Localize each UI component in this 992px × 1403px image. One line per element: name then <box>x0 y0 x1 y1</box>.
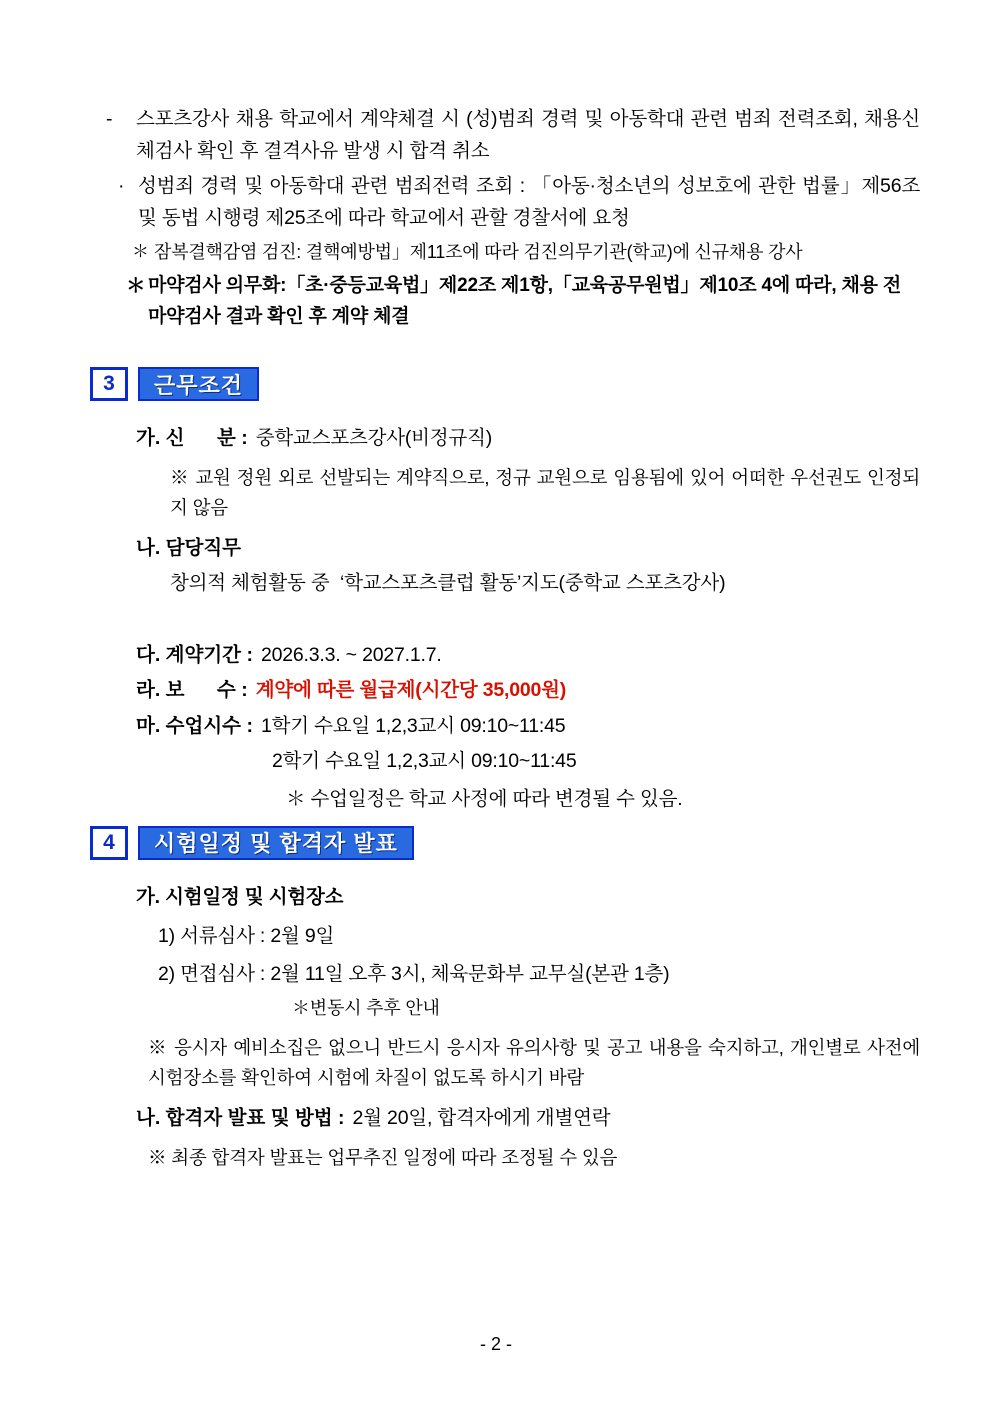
exam-schedule-item: 1) 서류심사 : 2월 9일 <box>158 925 335 948</box>
exam-schedule-note: ＊변동시 추후 안내 <box>292 998 440 1019</box>
note-text: ※ 응시자 예비소집은 없으니 반드시 응시자 유의사항 및 공고 내용을 숙지하고, 개인별로 사전에 시험장소를 확인하여 시험에 차질이 없도록 하시기 바람 <box>148 1037 920 1089</box>
section-number: 3 <box>90 367 128 401</box>
notice-bullet: ＊ <box>126 275 146 298</box>
notice-bullet: · <box>118 175 125 198</box>
item-label: 가. 신 분 : <box>136 427 248 449</box>
work-item-period <box>136 640 920 672</box>
notice-bullet: - <box>106 108 113 130</box>
notice-text: 마약검사 의무화:「초·중등교육법」제22조 제1항,「교육공무원법」제10조 4에 따라, 채용 전 마약검사 결과 확인 후 계약 체결 <box>148 275 902 328</box>
exam-schedule-item: 2) 면접심사 : 2월 11일 오후 3시, 체육문화부 교무실(본관 1층) <box>158 962 670 985</box>
section-header-3 <box>90 367 920 401</box>
work-item-pay <box>136 675 920 707</box>
top-notice-list <box>96 104 920 333</box>
section-title: 근무조건 <box>138 367 259 401</box>
section-number: 4 <box>90 826 128 860</box>
result-announcement <box>136 1103 920 1135</box>
section-header-4 <box>90 826 920 860</box>
item-value: 2월 20일, 합격자에게 개별연락 <box>352 1107 611 1130</box>
item-value: 계약에 따른 월급제(시간당 35,000원) <box>255 679 567 702</box>
item-value: 2026.3.3. ~ 2027.1.7. <box>260 643 442 666</box>
duty-detail: 창의적 체험활동 중 ‘학교스포츠클럽 활동’지도(중학교 스포츠강사) <box>170 572 726 595</box>
work-item-duty <box>136 533 920 565</box>
notice-item <box>132 238 920 267</box>
notice-bullet: ＊ <box>132 242 149 262</box>
status-note <box>170 463 920 523</box>
item-label: 나. 담당직무 <box>136 536 242 559</box>
item-label: 다. 계약기간 : <box>136 643 253 666</box>
work-item-status <box>136 423 920 455</box>
item-value: 중학교스포츠강사(비정규직) <box>255 427 492 449</box>
note-text: ※ 교원 정원 외로 선발되는 계약직으로, 정규 교원으로 임용됨에 있어 어떠한 우선권도 인정되지 않음 <box>170 466 920 518</box>
section-title: 시험일정 및 합격자 발표 <box>138 826 414 860</box>
applicant-notice <box>148 1033 920 1093</box>
item-label: 마. 수업시수 : <box>136 714 253 737</box>
notice-item <box>118 171 920 234</box>
item-label: 나. 합격자 발표 및 방법 : <box>136 1107 345 1130</box>
notice-item <box>106 104 920 167</box>
notice-item <box>126 271 920 333</box>
item-label: 라. 보 수 : <box>136 679 248 702</box>
note-text: ※ 최종 합격자 발표는 업무추진 일정에 따라 조정될 수 있음 <box>148 1146 618 1168</box>
notice-text: 잠복결핵감염 검진: 결핵예방법」제11조에 따라 검진의무기관(학교)에 신규채용 강사 <box>154 242 803 263</box>
exam-schedule-label: 가. 시험일정 및 시험장소 <box>136 885 344 908</box>
item-value: 1학기 수요일 1,2,3교시 09:10~11:45 <box>260 714 566 737</box>
notice-text: 성범죄 경력 및 아동학대 관련 범죄전력 조회 : 「아동·청소년의 성보호에 관한 법률」제56조 및 동법 시행령 제25조에 따라 학교에서 관할 경찰서에 요청 <box>138 175 920 229</box>
hours-note: ＊ 수업일정은 학교 사정에 따라 변경될 수 있음. <box>286 787 683 810</box>
result-note <box>148 1143 920 1173</box>
page-footer: - 2 - <box>479 1334 512 1354</box>
notice-text: 스포츠강사 채용 학교에서 계약체결 시 (성)범죄 경력 및 아동학대 관련 범죄 전력조회, 채용신체검사 확인 후 결격사유 발생 시 합격 취소 <box>136 108 920 162</box>
hours-line-2: 2학기 수요일 1,2,3교시 09:10~11:45 <box>272 750 577 773</box>
work-item-hours <box>136 711 920 743</box>
